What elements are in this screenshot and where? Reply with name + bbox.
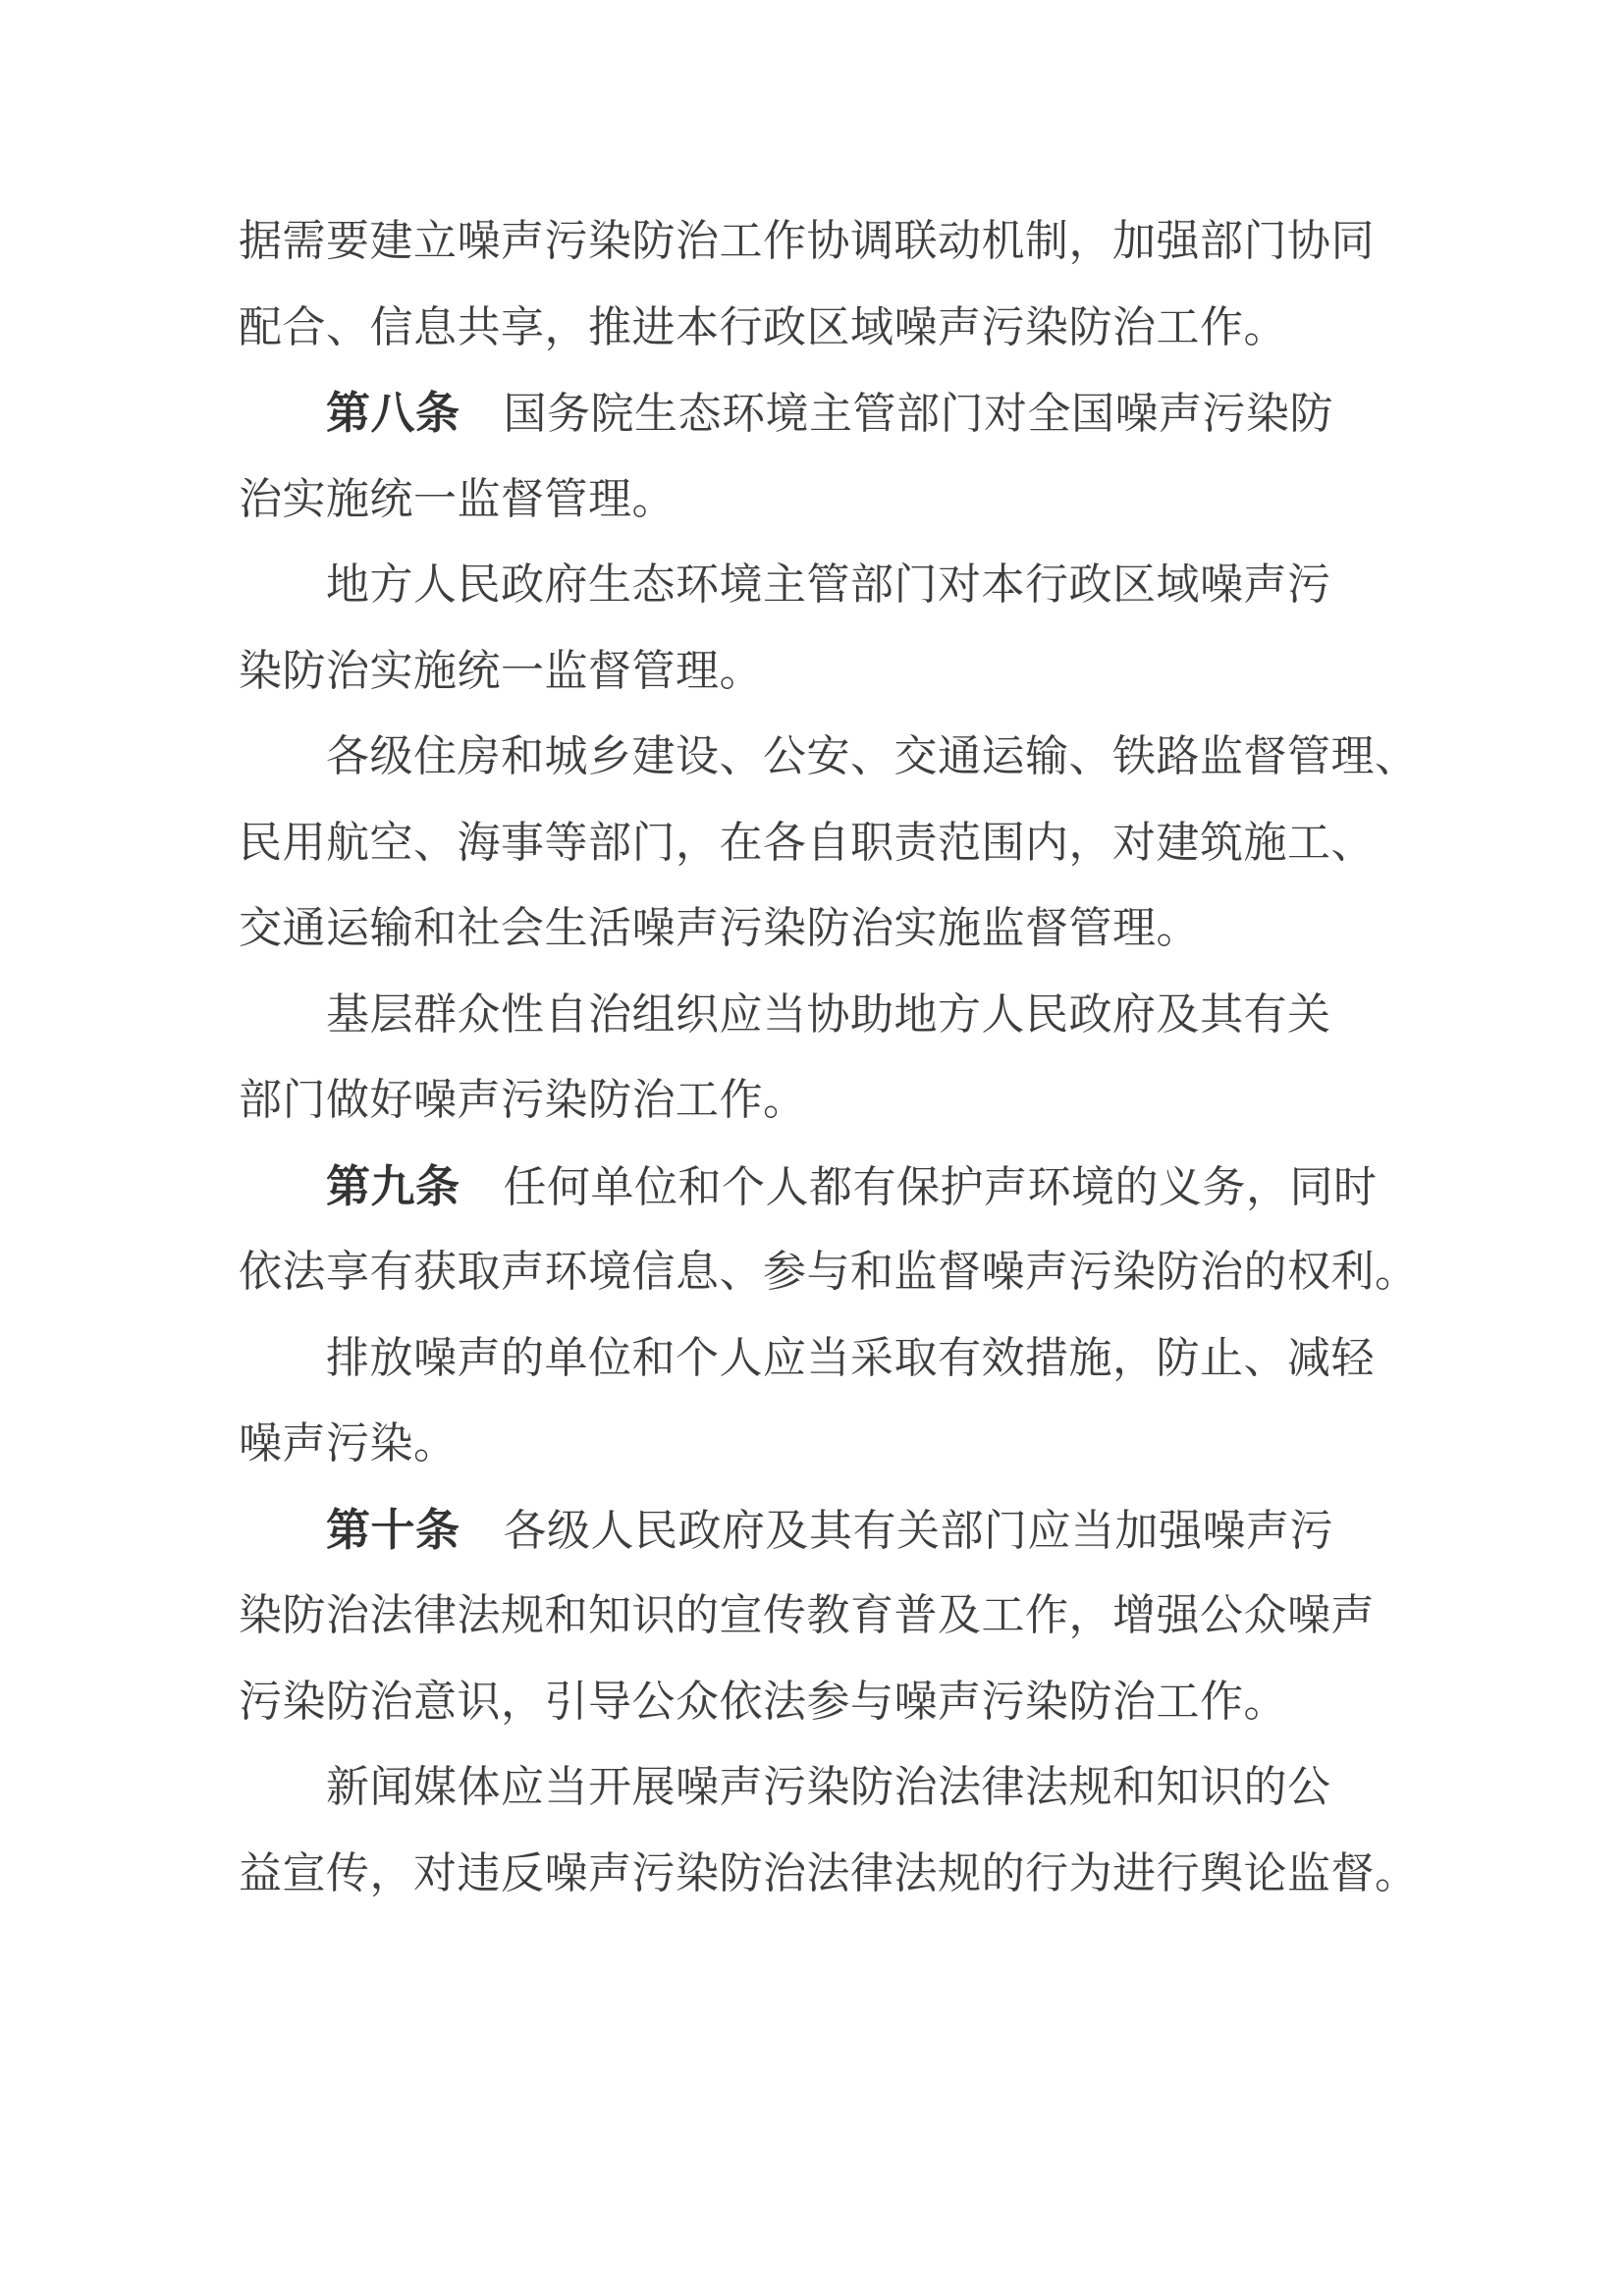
text-line-content: 各级人民政府及其有关部门应当加强噪声污 [503,1505,1334,1556]
text-line [239,1057,1486,1144]
text-line [239,1744,1486,1831]
text-line-content: 部门做好噪声污染防治工作。 [239,1075,807,1125]
text-line-content: 排放噪声的单位和个人应当采取有效措施，防止、减轻 [326,1332,1375,1383]
text-line [239,1144,1486,1230]
text-line-content: 治实施统一监督管理。 [239,473,676,524]
text-line [239,1401,1486,1487]
text-line [239,1831,1486,1917]
text-line-content: 据需要建立噪声污染防治工作协调联动机制，加强部门协同 [239,216,1375,266]
text-line-content: 各级住房和城乡建设、公安、交通运输、铁路监督管理、 [326,731,1419,781]
article-number-label: 第九条 [326,1159,460,1212]
text-line [239,714,1486,800]
text-line-content: 染防治实施统一监督管理。 [239,645,763,696]
text-line-content: 依法享有获取声环境信息、参与和监督噪声污染防治的权利。 [239,1247,1419,1297]
text-line [239,800,1486,886]
text-line-content: 新闻媒体应当开展噪声污染防治法律法规和知识的公 [326,1762,1331,1812]
text-line [239,972,1486,1058]
text-line [239,1659,1486,1745]
article-number-label: 第十条 [326,1503,460,1556]
text-line [239,198,1486,285]
text-line [239,1487,1486,1574]
text-line-content: 基层群众性自治组织应当协助地方人民政府及其有关 [326,988,1331,1040]
text-line [239,456,1486,543]
text-line-content: 国务院生态环境主管部门对全国噪声污染防 [503,389,1334,439]
text-line-content: 配合、信息共享，推进本行政区域噪声污染防治工作。 [239,301,1287,352]
text-line [239,1229,1486,1315]
text-line [239,628,1486,715]
text-line-content: 交通运输和社会生活噪声污染防治实施监督管理。 [239,903,1200,953]
text-line [239,1573,1486,1659]
text-line [239,370,1486,456]
text-line-content: 民用航空、海事等部门，在各自职责范围内，对建筑施工、 [239,817,1375,868]
text-line [239,885,1486,972]
text-line [239,1315,1486,1402]
text-line-content: 地方人民政府生态环境主管部门对本行政区域噪声污 [326,560,1331,610]
text-line-content: 益宣传，对违反噪声污染防治法律法规的行为进行舆论监督。 [239,1847,1419,1898]
text-line-content: 任何单位和个人都有保护声环境的义务，同时 [503,1161,1378,1212]
text-line-content: 污染防治意识，引导公众依法参与噪声污染防治工作。 [239,1676,1287,1727]
text-line-content: 噪声污染。 [239,1418,458,1468]
text-line [239,285,1486,371]
text-line-content: 染防治法律法规和知识的宣传教育普及工作，增强公众噪声 [239,1590,1375,1640]
text-line [239,542,1486,628]
document-body [239,198,1486,1916]
article-number-label: 第八条 [326,387,460,439]
